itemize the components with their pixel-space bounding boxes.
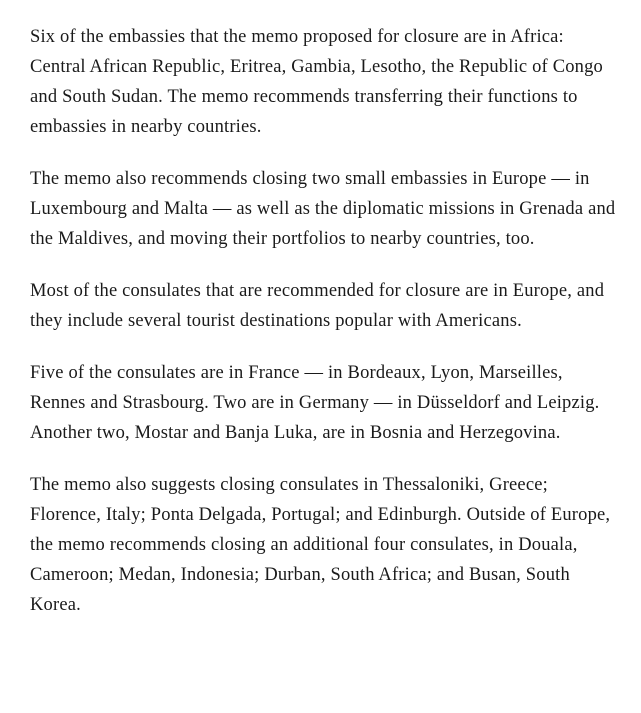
article-paragraph: The memo also suggests closing consulates in Thessaloniki, Greece; Florence, Italy; Ponta Delgada, Portugal; and Edinburgh. Outside of Europe, the memo recommends closing an additional four consulates, in Douala, Cameroon; Medan, Indonesia; Durban, South Africa; and Busan, South Korea. xyxy=(30,475,611,615)
article-paragraph: Five of the consulates are in France — in Bordeaux, Lyon, Marseilles, Rennes and Strasbourg. Two are in Germany — in Düsseldorf and Leipzig. Another two, Mostar and Banja Luka, are in Bosnia and Herzegovina. xyxy=(30,363,600,443)
article-paragraph: The memo also recommends closing two small embassies in Europe — in Luxembourg and Malta — as well as the diplomatic missions in Grenada and the Maldives, and moving their portfolios to nearby countries, too. xyxy=(30,169,616,249)
article-paragraph: Six of the embassies that the memo proposed for closure are in Africa: Central African Republic, Eritrea, Gambia, Lesotho, the Republic of Congo and South Sudan. The memo recommends transferring their functions to embassies in nearby countries. xyxy=(30,27,603,137)
article-paragraph: Most of the consulates that are recommended for closure are in Europe, and they include several tourist destinations popular with Americans. xyxy=(30,281,605,331)
